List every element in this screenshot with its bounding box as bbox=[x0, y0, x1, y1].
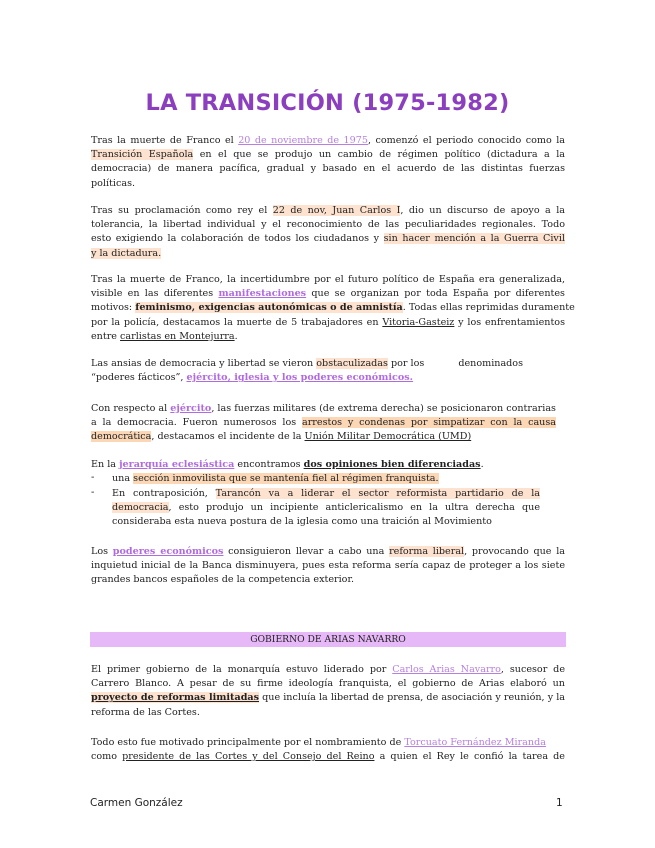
torcuato-link[interactable]: Torcuato Fernández Miranda bbox=[404, 737, 546, 748]
text-run: que se organizan por toda España por diferentes bbox=[306, 288, 565, 300]
manifestaciones-link[interactable]: manifestaciones bbox=[218, 288, 307, 300]
text-run: , destacamos el incidente de la bbox=[151, 431, 305, 443]
text-line bbox=[91, 316, 565, 330]
text-line bbox=[91, 750, 565, 764]
highlighted-term: y la dictadura. bbox=[91, 247, 162, 259]
text-line bbox=[91, 736, 565, 750]
paragraph-poderes-facticos bbox=[91, 357, 565, 385]
highlighted-term: reforma liberal bbox=[389, 546, 465, 557]
text-run: , sucesor de bbox=[500, 664, 565, 675]
text-run: a quien el Rey le confió la tarea de bbox=[374, 751, 565, 763]
highlighted-term: sin hacer mención a la Guerra Civil bbox=[383, 233, 565, 245]
text-line bbox=[91, 691, 565, 705]
underlined-term: Vitoria-Gasteiz bbox=[382, 316, 455, 328]
highlighted-term: democrática bbox=[91, 431, 152, 443]
text-line: tolerancia, la libertad individual y el reconocimiento de las peculiaridades regionales. Todo bbox=[91, 219, 565, 231]
text-run: En la bbox=[91, 459, 120, 470]
text-run: . bbox=[234, 330, 238, 342]
footer-author: Carmen González bbox=[90, 797, 183, 809]
text-line bbox=[91, 247, 565, 261]
text-line bbox=[91, 330, 565, 344]
text-line bbox=[91, 371, 565, 385]
text-line bbox=[91, 204, 565, 218]
text-line: Carrero Blanco. A pesar de su firme ideología franquista, el gobierno de Arias elaboró un bbox=[91, 678, 565, 690]
poderes-facticos-link[interactable]: ejército, iglesia y los poderes económicos. bbox=[186, 372, 413, 384]
text-run: visible en las diferentes bbox=[91, 288, 219, 300]
paragraph-proclamation bbox=[91, 204, 565, 261]
text-run: como bbox=[91, 751, 123, 763]
underlined-term: presidente de las Cortes y del Consejo del Reino bbox=[122, 751, 375, 763]
text-run: Todo esto fue motivado principalmente por el nombramiento de bbox=[91, 737, 405, 748]
text-line bbox=[91, 545, 565, 559]
paragraph-iglesia bbox=[91, 458, 565, 472]
text-run: . bbox=[480, 459, 484, 470]
text-run: , dio un discurso de apoyo a la bbox=[400, 205, 565, 216]
jerarquia-link[interactable]: jerarquía eclesiástica bbox=[119, 459, 235, 470]
text-line bbox=[91, 402, 556, 416]
highlighted-term: feminismo, exigencias autonómicas o de amnistía bbox=[135, 302, 403, 314]
highlighted-term: democracia bbox=[112, 502, 169, 514]
text-line bbox=[112, 472, 540, 486]
highlighted-term: sección inmovilista que se mantenía fiel al régimen franquista. bbox=[133, 473, 439, 484]
text-run: Las ansias de democracia y libertad se vieron bbox=[91, 358, 317, 369]
text-line bbox=[91, 232, 565, 246]
section-heading: GOBIERNO DE ARIAS NAVARRO bbox=[90, 632, 566, 647]
text-run: por la policía, destacamos la muerte de 5 trabajadores en bbox=[91, 316, 383, 328]
text-run: y los enfrentamientos bbox=[454, 316, 565, 328]
text-run: . Todas ellas reprimidas duramente bbox=[402, 302, 575, 314]
ejercito-link[interactable]: ejército bbox=[170, 403, 212, 414]
text-run: , comenzó el periodo conocido como la bbox=[367, 135, 565, 146]
text-line bbox=[91, 134, 565, 148]
paragraph-poderes-economicos bbox=[91, 545, 565, 588]
highlighted-term: 22 de nov, Juan Carlos I bbox=[272, 205, 401, 216]
text-run: que incluía la libertad de prensa, de asociación y reunión, y la bbox=[259, 692, 565, 704]
paragraph-arias-navarro bbox=[91, 663, 565, 720]
text-run: encontramos bbox=[234, 459, 304, 470]
underlined-term: carlistas en Montejurra bbox=[120, 330, 235, 342]
highlighted-term: proyecto de reformas limitadas bbox=[91, 692, 260, 704]
bullet-dash: - bbox=[91, 472, 95, 483]
text-run: El primer gobierno de la monarquía estuvo liderado por bbox=[91, 664, 393, 675]
highlighted-term: Transición Española bbox=[91, 149, 194, 161]
bullet-dash: - bbox=[91, 487, 95, 498]
text-line: grandes bancos españoles de la competencia exterior. bbox=[91, 574, 355, 586]
text-run: Tras su proclamación como rey el bbox=[91, 205, 273, 216]
text-run: en el que se produjo un cambio de régimen político (dictadura a la bbox=[193, 149, 565, 161]
text-run: por los bbox=[387, 358, 425, 369]
text-run: , esto produjo un incipiente anticlericalismo en la ultra derecha que bbox=[168, 502, 540, 514]
text-line bbox=[91, 357, 565, 371]
text-run: Tras la muerte de Franco el bbox=[91, 135, 239, 146]
bullet-item-inmovilista bbox=[112, 472, 540, 486]
text-run: a la democracia. Fueron numerosos los bbox=[91, 417, 302, 429]
text-line bbox=[91, 148, 565, 162]
text-line bbox=[91, 458, 565, 472]
paragraph-ejercito bbox=[91, 402, 556, 445]
bullet-item-reformista bbox=[112, 487, 540, 530]
poderes-economicos-link[interactable]: poderes económicos bbox=[112, 546, 224, 557]
text-run: consiguieron llevar a cabo una bbox=[223, 546, 390, 557]
arias-navarro-link[interactable]: Carlos Arias Navarro bbox=[392, 664, 501, 675]
text-line bbox=[91, 663, 565, 677]
paragraph-uncertainty bbox=[91, 273, 575, 344]
text-run: motivos: bbox=[91, 302, 136, 314]
text-run: esto exigiendo la colaboración de todos los ciudadanos y bbox=[91, 233, 384, 245]
text-run: una bbox=[112, 473, 134, 484]
text-line: inquietud inicial de la Banca disminuyera, pues esta reforma sería capaz de proteger a los siete bbox=[91, 560, 565, 572]
text-run: , las fuerzas militares (de extrema derecha) se posicionaron contrarias bbox=[211, 403, 556, 414]
emphasis-term: dos opiniones bien diferenciadas bbox=[303, 459, 481, 470]
text-run: denominados bbox=[458, 358, 524, 369]
highlighted-term: Tarancón va a liderar el sector reformista partidario de la bbox=[215, 488, 540, 499]
text-run: , provocando que la bbox=[464, 546, 565, 557]
text-line bbox=[91, 301, 575, 315]
underlined-term: Unión Militar Democrática (UMD) bbox=[304, 431, 472, 443]
text-run: En contraposición, bbox=[112, 488, 216, 499]
text-line bbox=[91, 287, 565, 301]
highlighted-term: arrestos y condenas por simpatizar con la causa bbox=[302, 417, 556, 429]
text-run: Los bbox=[91, 546, 113, 557]
text-line bbox=[112, 501, 540, 515]
text-run: Con respecto al bbox=[91, 403, 171, 414]
text-line: consideraba esta nueva postura de la iglesia como una traición al Movimiento bbox=[112, 516, 492, 528]
highlighted-term: obstaculizadas bbox=[316, 358, 388, 369]
text-line bbox=[91, 416, 556, 430]
text-line: democracia) de manera pacífica, gradual y basado en el acuerdo de las distintas fuerzas bbox=[91, 163, 565, 175]
text-line: reforma de las Cortes. bbox=[91, 706, 200, 718]
paragraph-intro bbox=[91, 134, 565, 191]
text-run: entre bbox=[91, 330, 121, 342]
date-link[interactable]: 20 de noviembre de 1975 bbox=[238, 135, 368, 146]
text-line: Tras la muerte de Franco, la incertidumbre por el futuro político de España era generalizada, bbox=[91, 274, 565, 285]
page-title: LA TRANSICIÓN (1975-1982) bbox=[145, 90, 510, 116]
paragraph-torcuato bbox=[91, 736, 565, 764]
text-line bbox=[112, 487, 540, 501]
text-line: políticas. bbox=[91, 177, 136, 189]
text-line bbox=[91, 430, 556, 444]
page-number: 1 bbox=[556, 797, 563, 809]
text-run: “poderes fácticos”, bbox=[91, 372, 187, 384]
